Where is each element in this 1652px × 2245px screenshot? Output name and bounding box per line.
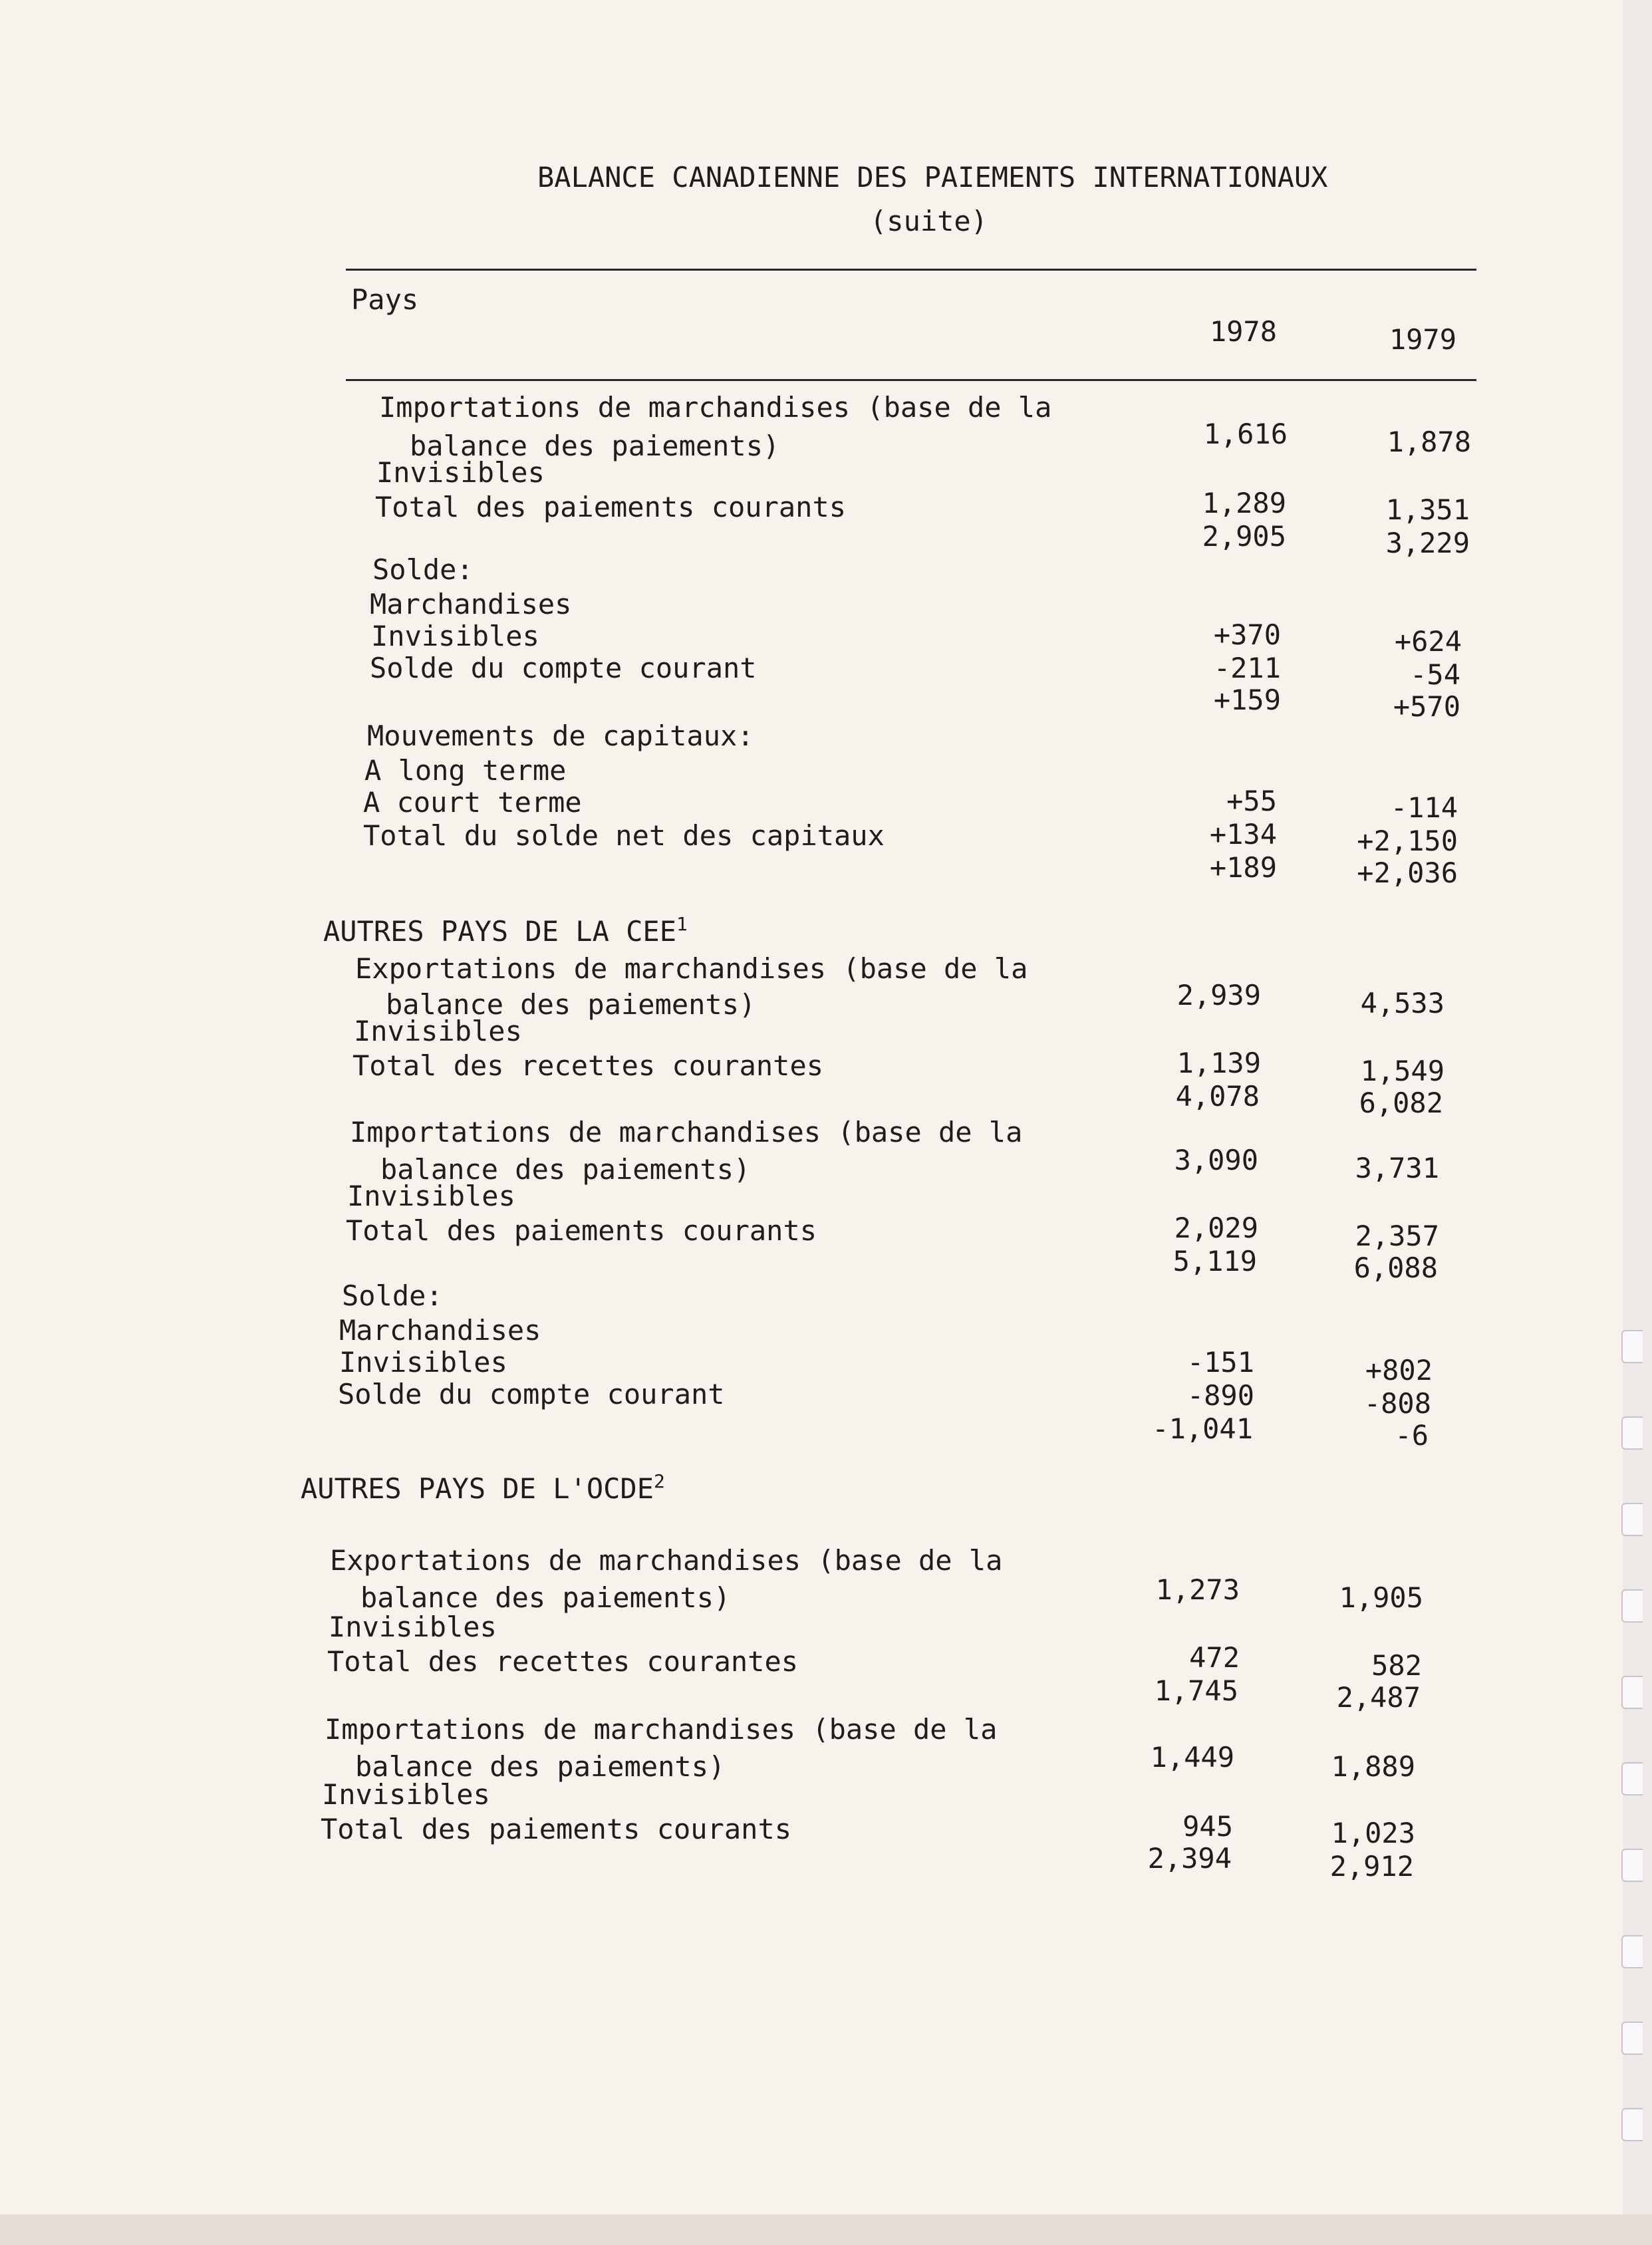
value-cell: 1,139 bbox=[1176, 1047, 1261, 1079]
value-cell: 1,889 bbox=[1331, 1750, 1415, 1783]
value-cell: 2,394 bbox=[1147, 1842, 1232, 1875]
row-label: Marchandises bbox=[339, 1314, 541, 1347]
value-cell: 2,487 bbox=[1336, 1681, 1421, 1714]
value-cell: 472 bbox=[1189, 1641, 1240, 1674]
row-label: Total des recettes courantes bbox=[352, 1049, 824, 1082]
row-label: A court terme bbox=[363, 786, 582, 819]
value-cell: 3,229 bbox=[1385, 527, 1470, 559]
binder-ring-tab bbox=[1621, 1589, 1643, 1623]
value-cell: 945 bbox=[1182, 1810, 1233, 1843]
value-cell: 2,912 bbox=[1329, 1850, 1414, 1883]
value-cell: +134 bbox=[1209, 818, 1277, 851]
row-label: Importations de marchandises (base de la bbox=[325, 1713, 998, 1746]
row-label: balance des paiements) bbox=[360, 1581, 731, 1614]
value-cell: 2,905 bbox=[1202, 520, 1286, 553]
value-cell: 4,078 bbox=[1175, 1080, 1260, 1113]
column-header-pays: Pays bbox=[351, 283, 419, 316]
header-rule-top bbox=[346, 269, 1476, 271]
row-label: Invisibles bbox=[354, 1015, 522, 1047]
binder-ring-tab bbox=[1621, 1935, 1643, 1968]
value-cell: +159 bbox=[1213, 684, 1281, 716]
row-label: balance des paiements) bbox=[380, 1153, 751, 1186]
row-label: Total des paiements courants bbox=[375, 491, 847, 523]
row-label: A long terme bbox=[364, 754, 567, 787]
value-cell: 5,119 bbox=[1172, 1245, 1257, 1277]
value-cell: +2,036 bbox=[1357, 857, 1458, 889]
row-label: Invisibles bbox=[347, 1180, 515, 1212]
row-label: Importations de marchandises (base de la bbox=[350, 1116, 1023, 1148]
value-cell: 1,745 bbox=[1154, 1674, 1238, 1707]
binder-ring-tab bbox=[1621, 1503, 1643, 1536]
row-label: Total des recettes courantes bbox=[327, 1645, 799, 1678]
value-cell: 1,905 bbox=[1339, 1581, 1423, 1614]
value-cell: -54 bbox=[1410, 658, 1460, 691]
page-bottom-edge bbox=[0, 2214, 1652, 2245]
value-cell: 6,088 bbox=[1353, 1252, 1438, 1284]
value-cell: 1,273 bbox=[1155, 1573, 1240, 1606]
row-label: balance des paiements) bbox=[410, 430, 780, 462]
value-cell: +624 bbox=[1394, 625, 1462, 658]
row-label: balance des paiements) bbox=[386, 988, 756, 1021]
document-title: BALANCE CANADIENNE DES PAIEMENTS INTERNATIONAUX bbox=[537, 161, 1328, 194]
row-label: Total des paiements courants bbox=[346, 1214, 817, 1247]
section-heading-ocde: AUTRES PAYS DE L'OCDE$^2$ bbox=[301, 1470, 665, 1505]
header-rule-bottom bbox=[346, 379, 1476, 381]
binder-ring-tab bbox=[1621, 2022, 1643, 2055]
column-header-1979: 1979 bbox=[1389, 323, 1456, 356]
value-cell: -211 bbox=[1213, 652, 1281, 684]
row-label: Solde: bbox=[342, 1279, 443, 1312]
row-label: Solde du compte courant bbox=[338, 1378, 725, 1410]
value-cell: -890 bbox=[1186, 1379, 1254, 1412]
value-cell: -1,041 bbox=[1152, 1412, 1253, 1445]
value-cell: 2,357 bbox=[1355, 1220, 1439, 1252]
value-cell: 1,351 bbox=[1385, 493, 1470, 526]
value-cell: 4,533 bbox=[1360, 987, 1445, 1019]
row-label: Solde: bbox=[372, 553, 474, 586]
value-cell: 582 bbox=[1371, 1649, 1422, 1682]
value-cell: 1,878 bbox=[1387, 426, 1471, 458]
value-cell: 2,029 bbox=[1174, 1212, 1258, 1244]
row-label: Importations de marchandises (base de la bbox=[379, 391, 1052, 424]
section-heading-cee: AUTRES PAYS DE LA CEE$^1$ bbox=[323, 913, 688, 948]
value-cell: +570 bbox=[1393, 690, 1460, 723]
value-cell: 6,082 bbox=[1359, 1087, 1443, 1119]
value-cell: 3,090 bbox=[1174, 1144, 1258, 1176]
binder-ring-tab bbox=[1621, 1849, 1643, 1882]
value-cell: -151 bbox=[1186, 1346, 1254, 1379]
value-cell: 3,731 bbox=[1355, 1152, 1439, 1184]
value-cell: +55 bbox=[1226, 785, 1277, 817]
value-cell: 2,939 bbox=[1176, 979, 1261, 1011]
binder-ring-tab bbox=[1621, 2108, 1643, 2141]
value-cell: +370 bbox=[1213, 618, 1281, 651]
row-label: Invisibles bbox=[371, 620, 539, 652]
binder-ring-tab bbox=[1621, 1416, 1643, 1450]
row-label: Invisibles bbox=[376, 456, 545, 489]
row-label: Exportations de marchandises (base de la bbox=[355, 952, 1028, 985]
row-label: Marchandises bbox=[370, 588, 572, 620]
binder-ring-tab bbox=[1621, 1676, 1643, 1709]
row-label: Mouvements de capitaux: bbox=[367, 720, 754, 752]
column-header-1978: 1978 bbox=[1209, 315, 1277, 348]
value-cell: +2,150 bbox=[1357, 825, 1458, 857]
value-cell: 1,289 bbox=[1202, 487, 1286, 519]
value-cell: 1,616 bbox=[1203, 418, 1288, 450]
row-label: Invisibles bbox=[322, 1778, 490, 1811]
document-subtitle: (suite) bbox=[870, 205, 988, 237]
row-label: Exportations de marchandises (base de la bbox=[330, 1544, 1003, 1577]
binder-edge bbox=[1623, 0, 1652, 2245]
value-cell: 1,023 bbox=[1331, 1817, 1415, 1849]
value-cell: +802 bbox=[1365, 1354, 1433, 1387]
value-cell: -6 bbox=[1395, 1419, 1429, 1452]
row-label: Total du solde net des capitaux bbox=[363, 819, 885, 852]
row-label: balance des paiements) bbox=[355, 1750, 726, 1783]
row-label: Total des paiements courants bbox=[321, 1813, 792, 1845]
value-cell: +189 bbox=[1209, 851, 1277, 884]
row-label: Solde du compte courant bbox=[370, 652, 757, 684]
row-label: Invisibles bbox=[339, 1346, 507, 1379]
value-cell: 1,549 bbox=[1360, 1055, 1445, 1087]
value-cell: 1,449 bbox=[1150, 1741, 1234, 1774]
binder-ring-tab bbox=[1621, 1330, 1643, 1363]
value-cell: -808 bbox=[1363, 1387, 1431, 1420]
binder-ring-tab bbox=[1621, 1762, 1643, 1795]
row-label: Invisibles bbox=[329, 1611, 497, 1643]
value-cell: -114 bbox=[1390, 791, 1458, 824]
